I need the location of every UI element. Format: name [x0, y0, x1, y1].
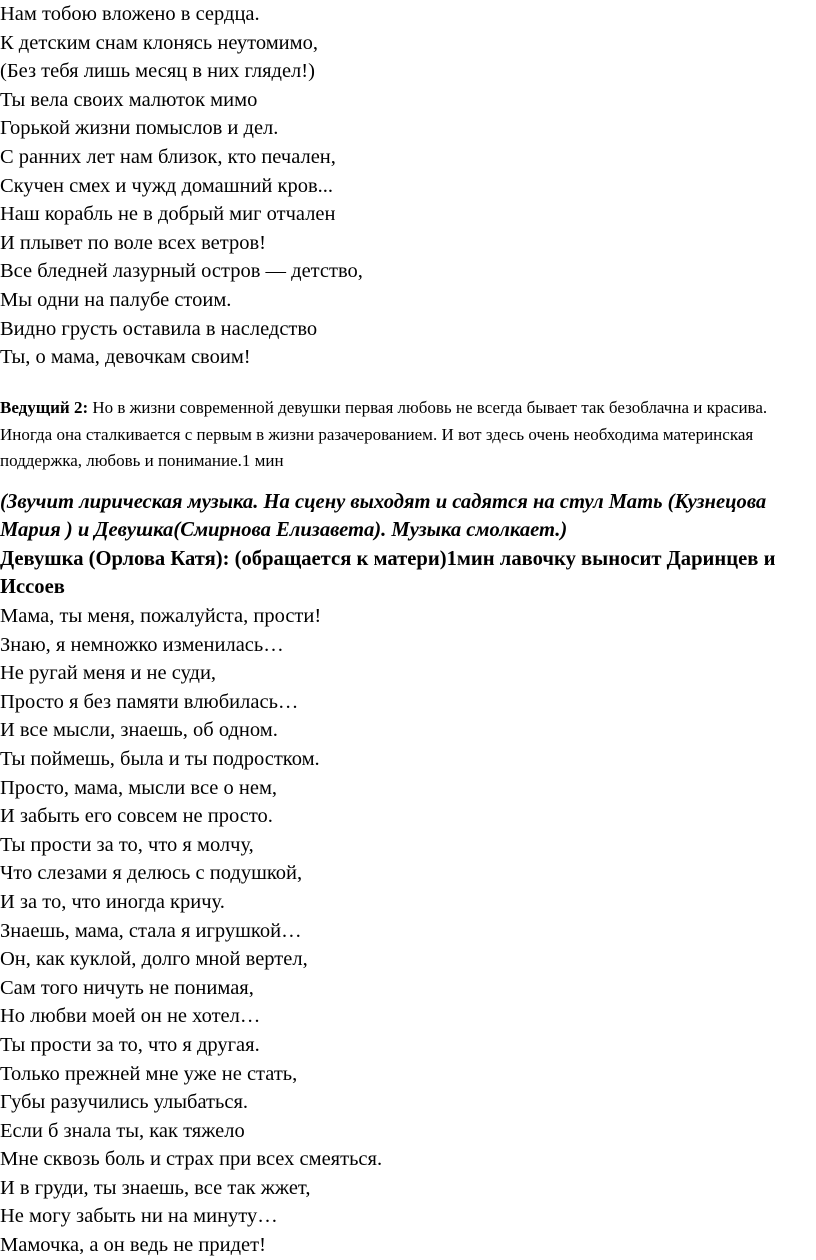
- poem-line: Ты поймешь, была и ты подростком.: [0, 747, 320, 770]
- poem-line: Просто я без памяти влюбилась…: [0, 690, 299, 713]
- host-text: Но в жизни современной девушки первая любовь не всегда бывает так безоблачна и красива. Иногда она сталкивается с первым в жизни разачерованием. И вот здесь очень необходима материнская поддержка, любовь и понимание.1 мин: [0, 398, 768, 470]
- poem-line: Знаешь, мама, стала я игрушкой…: [0, 919, 302, 942]
- poem-line: Ты вела своих малюток мимо: [0, 88, 258, 111]
- host-paragraph: [0, 395, 800, 475]
- poem-line: Ты, о мама, девочкам своим!: [0, 346, 251, 369]
- poem-line: Все бледней лазурный остров — детство,: [0, 260, 363, 283]
- poem-line: К детским снам клонясь неутомимо,: [0, 31, 318, 54]
- poem-line: Губы разучились улыбаться.: [0, 1091, 249, 1114]
- poem-line: Но любви моей он не хотел…: [0, 1005, 261, 1028]
- poem-line: Просто, мама, мысли все о нем,: [0, 776, 278, 799]
- poem-line: Мамочка, а он ведь не придет!: [0, 1234, 266, 1257]
- poem-line: (Без тебя лишь месяц в них глядел!): [0, 60, 315, 83]
- poem-line: Мама, ты меня, пожалуйста, прости!: [0, 605, 322, 627]
- poem-line: Он, как куклой, долго мной вертел,: [0, 948, 308, 971]
- poem-line: И забыть его совсем не просто.: [0, 805, 273, 828]
- poem-line: Мы одни на палубе стоим.: [0, 288, 232, 311]
- girl-heading: Девушка (Орлова Катя): (обращается к матери)1мин лавочку выносит Даринцев и Иссоев: [0, 548, 776, 599]
- poem-line: Только прежней мне уже не стать,: [0, 1062, 298, 1085]
- poem-line: С ранних лет нам близок, кто печален,: [0, 145, 336, 168]
- poem-line: Знаю, я немножко изменилась…: [0, 633, 284, 656]
- poem-line: Не могу забыть ни на минуту…: [0, 1205, 278, 1228]
- host-speaker: Ведущий 2:: [0, 398, 89, 417]
- poem-line: Наш корабль не в добрый миг отчален: [0, 203, 336, 226]
- poem-top: [0, 0, 363, 372]
- poem-line: И в груди, ты знаешь, все так жжет,: [0, 1176, 311, 1199]
- poem-line: Ты прости за то, что я молчу,: [0, 833, 254, 856]
- poem-line: Нам тобою вложено в сердца.: [0, 3, 260, 25]
- poem-line: И плывет по воле всех ветров!: [0, 231, 266, 254]
- poem-line: Сам того ничуть не понимая,: [0, 976, 254, 999]
- poem-line: Мне сквозь боль и страх при всех смеяться.: [0, 1148, 383, 1171]
- poem-line: И за то, что иногда кричу.: [0, 890, 225, 913]
- poem-girl: [0, 602, 382, 1260]
- poem-line: Скучен смех и чужд домашний кров...: [0, 174, 334, 197]
- poem-line: Видно грусть оставила в наследство: [0, 317, 318, 340]
- poem-line: Ты прости за то, что я другая.: [0, 1033, 260, 1056]
- poem-line: И все мысли, знаешь, об одном.: [0, 719, 278, 742]
- poem-line: Что слезами я делюсь с подушкой,: [0, 862, 303, 885]
- poem-line: Если б знала ты, как тяжело: [0, 1119, 245, 1142]
- stage-direction: (Звучит лирическая музыка. На сцену выходят и садятся на стул Мать (Кузнецова Мария ) и Девушка(Смирнова Елизавета). Музыка смолкает.): [0, 491, 767, 542]
- poem-line: Не ругай меня и не суди,: [0, 662, 217, 685]
- poem-line: Горькой жизни помыслов и дел.: [0, 117, 279, 140]
